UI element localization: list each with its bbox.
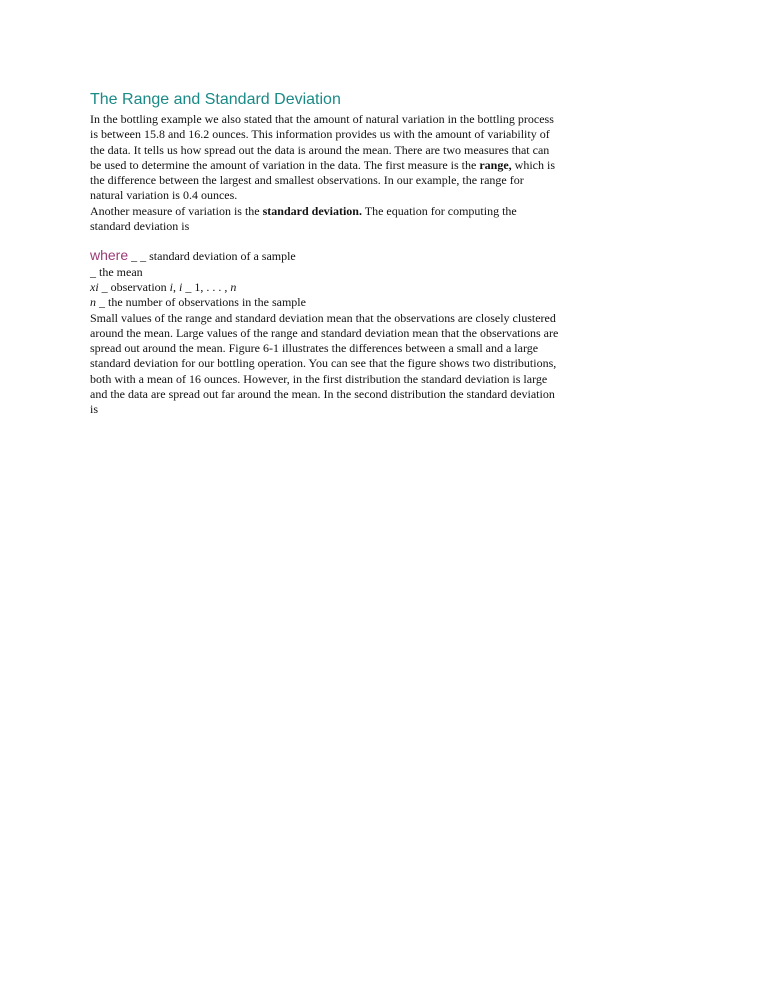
section-heading: The Range and Standard Deviation: [90, 91, 341, 108]
term-range: range,: [479, 157, 512, 172]
p2-text-a: Another measure of variation is the: [90, 203, 263, 218]
document-page: [90, 90, 560, 418]
p1-text-b: which is the difference between the largest and smallest observations. In our example, the range for natural variation is 0.4 ounces.: [90, 157, 555, 203]
equation-gap: [90, 234, 560, 248]
count-text: _ the number of observations in the sample: [96, 295, 306, 310]
definition-line-observation: [90, 280, 560, 295]
definition-line-mean: _ the mean: [90, 264, 143, 279]
paragraph-std-dev-intro: [90, 204, 560, 235]
where-label: where: [90, 247, 129, 264]
term-standard-deviation: standard deviation.: [262, 203, 362, 218]
definition-line-count: [90, 295, 560, 310]
var-n-upper: n: [230, 279, 237, 294]
observation-text: _ observation: [98, 279, 170, 294]
p2-text-b: The equation for computing the standard deviation is: [90, 203, 517, 234]
paragraph-variation-intro: [90, 112, 560, 204]
observation-range: _ 1, . . . ,: [182, 279, 231, 294]
observation-comma: ,: [173, 279, 180, 294]
var-i-1: i: [169, 279, 174, 294]
p1-text-a: In the bottling example we also stated that the amount of natural variation in the bottling process is between 15.8 and 16.2 ounces. This information provides us with the amount of variability of the data. It tells us how spread out the data is around the mean. There are two measures that can be used to determine the amount of variation in the data. The first measure is the: [90, 112, 554, 172]
paragraph-small-large-values: Small values of the range and standard deviation mean that the observations are closely clustered around the mean. Large values of the range and standard deviation mean that the observations are spread out around the mean. Figure 6-1 illustrates the differences between a small and a large standard deviation for our bottling operation. You can see that the figure shows two distributions, both with a mean of 16 ounces. However, in the first distribution the standard deviation is large and the data are spread out far around the mean. In the second distribution the standard deviation is: [90, 310, 559, 417]
definition-line-std-dev: [90, 248, 560, 264]
var-i-2: i: [179, 279, 183, 294]
var-xi: xi: [90, 279, 99, 294]
var-n: n: [90, 295, 96, 310]
definition-std-dev: _ _ standard deviation of a sample: [128, 249, 296, 264]
